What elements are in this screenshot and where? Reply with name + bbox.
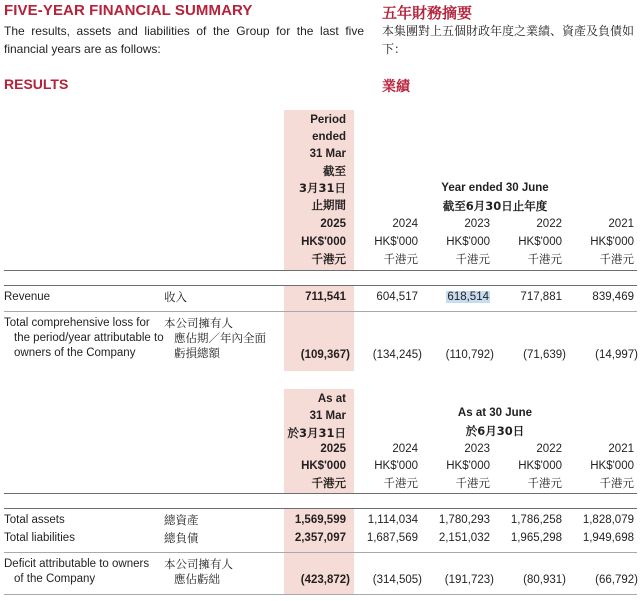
- balance-current-head: As at 31 Mar 於3月31日: [287, 393, 346, 440]
- results-unit-current: HK$'000 千港元: [301, 236, 346, 266]
- deficit-label-en: Deficit attributable to owners of the Company: [4, 558, 150, 585]
- revenue-2023: [424, 290, 490, 305]
- liabilities-2022: 1,965,298: [510, 532, 562, 544]
- liabilities-2024: 1,687,569: [366, 532, 418, 544]
- results-year-2023: 2023: [464, 218, 490, 230]
- liabilities-2025: 2,357,097: [294, 532, 346, 544]
- revenue-2024: 604,517: [376, 291, 418, 303]
- results-heading-zh: 業績: [382, 79, 410, 95]
- assets-label-zh: 總資產: [164, 513, 199, 527]
- results-heading-en: RESULTS: [4, 76, 69, 92]
- balance-year-2023: 2023: [464, 443, 490, 455]
- selected-text-highlight[interactable]: 618,514: [447, 291, 489, 303]
- assets-2021: 1,828,079: [582, 514, 634, 526]
- deficit-label-zh: 本公司擁有人 應佔虧絀: [164, 557, 233, 586]
- assets-2025: 1,569,599: [294, 514, 346, 526]
- results-unit-2024: HK$'000 千港元: [374, 236, 418, 266]
- intro-text-zh: 本集團對上五個財政年度之業績、資產及負債如下：: [382, 24, 635, 56]
- results-unit-2023: HK$'000 千港元: [446, 236, 490, 266]
- balance-year-2024: 2024: [392, 443, 418, 455]
- bottom-rule: [4, 594, 637, 595]
- loss-label-zh: 本公司擁有人 應佔期／年內全面 虧損總額: [164, 316, 266, 360]
- assets-2024: 1,114,034: [367, 514, 418, 526]
- loss-2022: (71,639): [523, 349, 566, 361]
- balance-year-2021: 2021: [608, 443, 634, 455]
- deficit-2025: (423,872): [300, 574, 350, 586]
- revenue-2021: 839,469: [592, 291, 634, 303]
- results-header-rule-2: [4, 285, 637, 286]
- balance-unit-2024: HK$'000 千港元: [374, 460, 418, 490]
- results-header-rule: [4, 270, 637, 271]
- liabilities-label-en: Total liabilities: [4, 532, 75, 544]
- deficit-2024: (314,505): [372, 574, 422, 586]
- results-unit-2021: HK$'000 千港元: [590, 236, 634, 266]
- liabilities-2021: 1,949,698: [582, 532, 634, 544]
- loss-label-en: Total comprehensive loss for the period/year attributable to owners of the Company: [4, 317, 164, 359]
- balance-unit-current: HK$'000 千港元: [301, 460, 346, 490]
- deficit-2023: (191,723): [444, 574, 494, 586]
- balance-year-2025: 2025: [320, 443, 346, 455]
- loss-2024: (134,245): [372, 349, 422, 361]
- assets-2022: 1,786,258: [510, 514, 562, 526]
- results-group-head-en: Year ended 30 June: [441, 182, 549, 194]
- liabilities-label-zh: 總負債: [164, 531, 199, 545]
- loss-2021: (14,997): [595, 349, 638, 361]
- results-year-2024: 2024: [392, 218, 418, 230]
- revenue-2022: 717,881: [520, 291, 562, 303]
- liabilities-2023: 2,151,032: [438, 532, 490, 544]
- revenue-2025: 711,541: [305, 291, 346, 303]
- balance-group-head-zh: 於6月30日: [465, 424, 525, 438]
- results-year-2025: 2025: [320, 218, 346, 230]
- revenue-label-zh: 收入: [164, 290, 187, 304]
- results-year-2022: 2022: [536, 218, 562, 230]
- loss-2025: (109,367): [300, 349, 350, 361]
- page-title-en: FIVE-YEAR FINANCIAL SUMMARY: [4, 2, 253, 19]
- deficit-2022: (80,931): [523, 574, 566, 586]
- results-group-head-zh: 截至6月30日止年度: [442, 199, 548, 213]
- balance-header-rule: [4, 493, 637, 494]
- assets-2023: 1,780,293: [438, 514, 490, 526]
- row-divider: [4, 311, 637, 312]
- balance-unit-2022: HK$'000 千港元: [518, 460, 562, 490]
- deficit-2021: (66,792): [595, 574, 638, 586]
- results-current-period-head: Period ended 31 Mar 截至 3月31日 止期間: [298, 114, 346, 212]
- results-unit-2022: HK$'000 千港元: [518, 236, 562, 266]
- revenue-label-en: Revenue: [4, 291, 51, 303]
- row-divider-2: [4, 552, 637, 553]
- balance-header-rule-2: [4, 508, 637, 509]
- page-title-zh: 五年財務摘要: [382, 4, 473, 22]
- assets-label-en: Total assets: [4, 514, 65, 526]
- balance-unit-2021: HK$'000 千港元: [590, 460, 634, 490]
- intro-text-en: The results, assets and liabilities of the Group for the last five financial years are as follows:: [4, 24, 364, 56]
- loss-2023: (110,792): [445, 349, 494, 361]
- balance-year-2022: 2022: [536, 443, 562, 455]
- balance-group-head-en: As at 30 June: [457, 407, 533, 419]
- results-year-2021: 2021: [608, 218, 634, 230]
- balance-unit-2023: HK$'000 千港元: [446, 460, 490, 490]
